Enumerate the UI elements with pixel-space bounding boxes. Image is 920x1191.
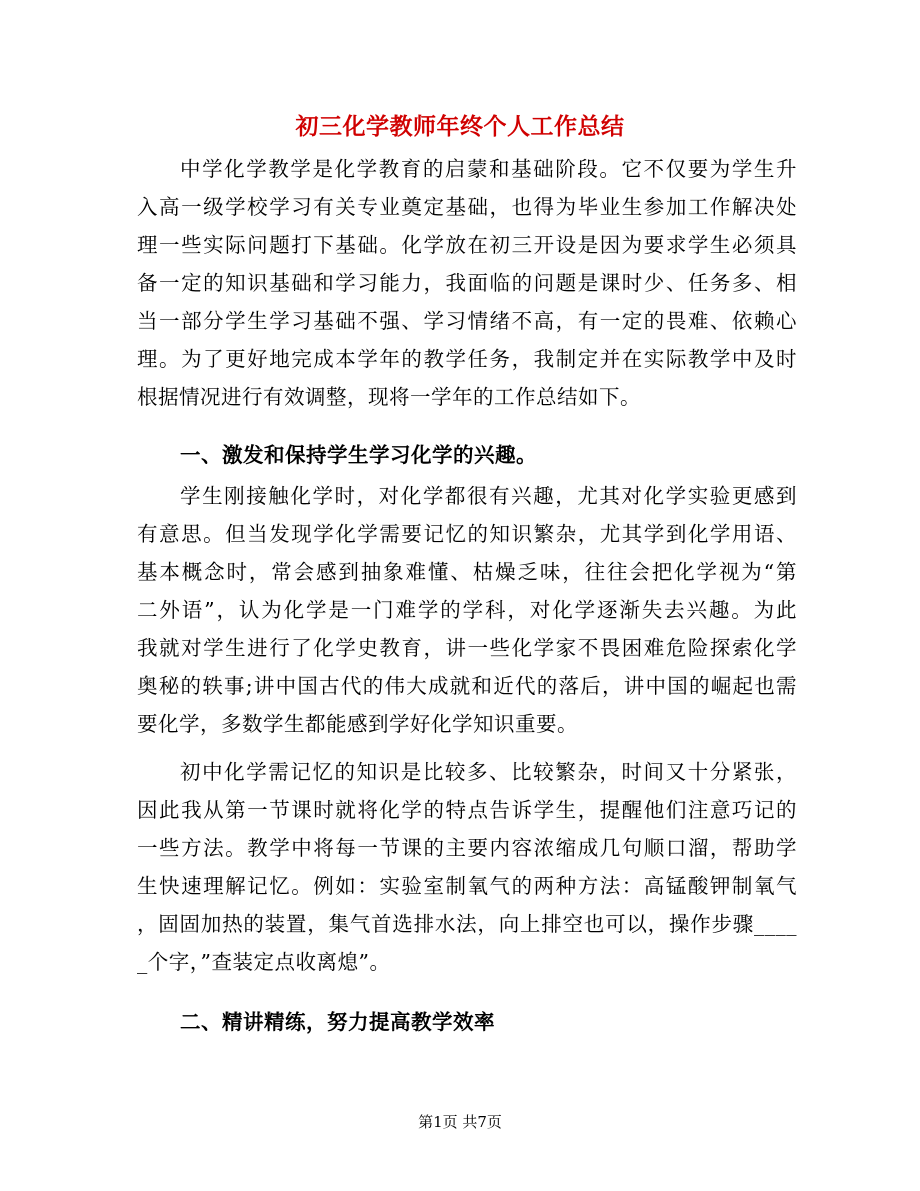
paragraph-line: 奥秘的轶事;讲中国古代的伟大成就和近代的落后，讲中国的崛起也需 [137,674,797,698]
paragraph-line: 因此我从第一节课时就将化学的特点告诉学生，提醒他们注意巧记的 [137,798,797,822]
paragraph-line: 要化学，多数学生都能感到学好化学知识重要。 [137,712,578,736]
paragraph-line: 一些方法。教学中将每一节课的主要内容浓缩成几句顺口溜，帮助学 [137,836,797,860]
paragraph-line: 生快速理解记忆。例如：实验室制氧气的两种方法：高锰酸钾制氧气 [137,874,797,898]
paragraph-line: 基本概念时，常会感到抽象难懂、枯燥乏味，往往会把化学视为“第 [137,560,797,584]
paragraph-line: 初中化学需记忆的知识是比较多、比较繁杂，时间又十分紧张， [180,760,797,784]
paragraph-line: 有意思。但当发现学化学需要记忆的知识繁杂，尤其学到化学用语、 [137,522,797,546]
paragraph-line: 理一些实际问题打下基础。化学放在初三开设是因为要求学生必须具 [137,233,797,257]
paragraph-line: ，固固加热的装置，集气首选排水法，向上排空也可以，操作步骤____ [137,912,797,936]
section-heading-1: 一、激发和保持学生学习化学的兴趣。 [180,443,537,467]
page-footer: 第1页 共7页 [418,1113,502,1131]
paragraph-line: _个字，”查装定点收离熄”。 [137,950,391,974]
paragraph-line: 备一定的知识基础和学习能力，我面临的问题是课时少、任务多、相 [137,271,797,295]
paragraph-line: 入高一级学校学习有关专业奠定基础，也得为毕业生参加工作解决处 [137,195,797,219]
paragraph-line: 学生刚接触化学时，对化学都很有兴趣，尤其对化学实验更感到 [180,484,797,508]
paragraph-line: 二外语”，认为化学是一门难学的学科，对化学逐渐失去兴趣。为此 [137,598,797,622]
paragraph-line: 我就对学生进行了化学史教育，讲一些化学家不畏困难危险探索化学 [137,636,797,660]
paragraph-line: 理。为了更好地完成本学年的教学任务，我制定并在实际教学中及时 [137,347,797,371]
paragraph-line: 中学化学教学是化学教育的启蒙和基础阶段。它不仅要为学生升 [180,157,797,181]
section-heading-2: 二、精讲精练，努力提高教学效率 [180,1010,495,1034]
paragraph-line: 根据情况进行有效调整，现将一学年的工作总结如下。 [137,385,641,409]
paragraph-line: 当一部分学生学习基础不强、学习情绪不高，有一定的畏难、依赖心 [137,309,797,333]
document-title: 初三化学教师年终个人工作总结 [295,113,625,140]
